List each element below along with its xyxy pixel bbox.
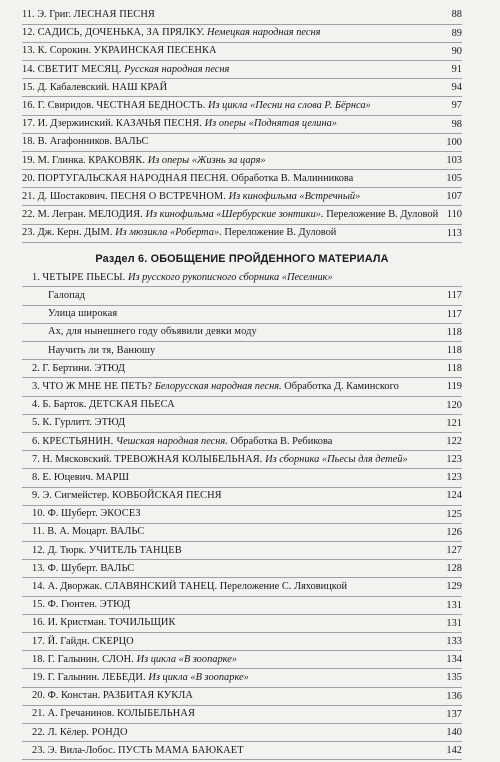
entry-page-number: 113 [446, 227, 462, 239]
entry-page-number: 117 [446, 308, 462, 320]
entry-page-number: 126 [446, 526, 462, 538]
entry-page-number: 122 [446, 435, 462, 447]
entry-title: ПЕСНЯ О ВСТРЕЧНОМ. [110, 190, 226, 202]
toc-entry [22, 671, 462, 688]
entry-number-composer: 21. А. Гречанинов. [32, 708, 115, 720]
toc-entry [22, 453, 462, 470]
entry-page-number: 124 [446, 490, 462, 502]
entry-title: ЛЕБЕДИ. [102, 671, 146, 683]
entry-number-composer: 12. [22, 27, 35, 39]
entry-page-number: 142 [446, 745, 462, 757]
toc-entry [22, 154, 462, 171]
entry-title: СЛАВЯНСКИЙ ТАНЕЦ. [104, 581, 218, 593]
entry-title: МЕЛОДИЯ. [88, 209, 143, 221]
toc-entry [22, 707, 462, 724]
entry-number-composer: 17. Й. Гайдн. [32, 635, 90, 647]
entry-source: Немецкая народная песня [207, 27, 321, 39]
entry-title: Улица широкая [48, 308, 118, 320]
toc-entry [22, 135, 462, 152]
entry-page-number: 107 [446, 191, 462, 203]
entry-number-composer: 18. В. Агафонников. [22, 136, 112, 148]
toc-entry [22, 190, 462, 207]
entry-title: ВАЛЬС [100, 562, 135, 574]
toc-entry [22, 325, 462, 342]
entry-page-number: 119 [446, 381, 462, 393]
entry-page-number: 140 [446, 726, 462, 738]
entry-number-composer: 14. [22, 63, 35, 75]
entry-number-composer: 14. А. Дворжак. [32, 581, 103, 593]
toc-entry [22, 307, 462, 324]
toc-entry [22, 507, 462, 524]
entry-number-composer: 20. [22, 172, 35, 184]
entry-source: Из кинофильма «Шербурские зонтики». [145, 209, 324, 221]
entry-title: МАРШ [95, 471, 130, 483]
toc-entry [22, 744, 462, 761]
entry-number-composer: 12. Д. Тюрк. [32, 544, 87, 556]
entry-source: Из цикла «В зоопарке» [136, 653, 238, 665]
toc-list-bottom [22, 271, 462, 760]
entry-number-composer: 2. Г. Бертини. [32, 362, 92, 374]
entry-title: УЧИТЕЛЬ ТАНЦЕВ [88, 544, 182, 556]
entry-title: СКЕРЦО [92, 635, 134, 647]
entry-number-composer: 22. М. Легран. [22, 209, 86, 221]
toc-entry [22, 63, 462, 80]
entry-page-number: 123 [446, 454, 462, 466]
entry-number-composer: 4. Б. Барток. [32, 399, 87, 411]
entry-arrangement: Переложение В. Дуловой [326, 209, 439, 221]
entry-page-number: 128 [446, 563, 462, 575]
entry-page-number: 129 [446, 581, 462, 593]
toc-entry [22, 689, 462, 706]
section-heading: Раздел 6. ОБОБЩЕНИЕ ПРОЙДЕННОГО МАТЕРИАЛА [95, 252, 389, 265]
toc-entry [22, 26, 462, 43]
entry-number-composer: 16. Г. Свиридов. [22, 99, 94, 111]
entry-page-number: 135 [446, 672, 462, 684]
entry-title: ЭТЮД [94, 417, 126, 429]
entry-page-number: 133 [446, 635, 462, 647]
entry-page-number: 118 [446, 326, 462, 338]
entry-source: Русская народная песня [124, 63, 230, 75]
entry-title: СЛОН. [102, 653, 134, 665]
toc-entry [22, 362, 462, 379]
entry-title: ТРЕВОЖНАЯ КОЛЫБЕЛЬНАЯ. [114, 453, 263, 465]
toc-entry [22, 471, 462, 488]
entry-page-number: 90 [451, 45, 462, 57]
toc-entry [22, 489, 462, 506]
entry-page-number: 118 [446, 363, 462, 375]
entry-source: Из цикла «Песни на слова Р. Бёрнса» [207, 99, 371, 111]
entry-source: Из кинофильма «Встречный» [228, 190, 361, 202]
entry-title: ЧЕТЫРЕ ПЬЕСЫ. [42, 271, 126, 283]
entry-page-number: 100 [446, 136, 462, 148]
entry-title: ЭТЮД [94, 362, 126, 374]
entry-page-number: 136 [446, 690, 462, 702]
entry-title: ПОРТУГАЛЬСКАЯ НАРОДНАЯ ПЕСНЯ. [37, 172, 229, 184]
entry-page-number: 103 [446, 154, 462, 166]
entry-title: ЛЕСНАЯ ПЕСНЯ [73, 9, 155, 20]
toc-entry [22, 226, 462, 243]
entry-number-composer: 23. Дж. Керн. [22, 227, 82, 239]
entry-number-composer: 3. [32, 380, 40, 392]
toc-entry [22, 208, 462, 225]
entry-number-composer: 15. Ф. Гюнтен. [32, 599, 98, 611]
toc-entry [22, 117, 462, 134]
entry-source: Из русского рукописного сборника «Песелник» [127, 271, 333, 283]
entry-title: РАЗБИТАЯ КУКЛА [102, 690, 194, 702]
entry-source: Из мюзикла «Роберта». [115, 227, 222, 239]
entry-page-number: 91 [451, 63, 462, 75]
entry-title: КОВБОЙСКАЯ ПЕСНЯ [111, 490, 222, 502]
entry-source: Белорусская народная песня. [154, 380, 282, 392]
entry-number-composer: 1. [32, 271, 40, 283]
entry-number-composer: 16. И. Кристман. [32, 617, 107, 629]
entry-page-number: 89 [451, 27, 462, 39]
toc-entry [22, 289, 462, 306]
entry-page-number: 121 [446, 417, 462, 429]
entry-number-composer: 22. Л. Кёлер. [32, 726, 89, 738]
entry-page-number: 98 [451, 118, 462, 130]
entry-title: ТОЧИЛЬЩИК [109, 617, 176, 629]
entry-title: СВЕТИТ МЕСЯЦ. [37, 63, 122, 75]
entry-page-number: 97 [451, 100, 462, 112]
entry-page-number: 137 [446, 708, 462, 720]
entry-number-composer: 7. Н. Мясковский. [32, 453, 112, 465]
entry-page-number: 110 [446, 209, 462, 221]
entry-arrangement: Обработка Д. Каминского [284, 380, 399, 392]
entry-title: НАШ КРАЙ [111, 81, 168, 93]
toc-entry [22, 344, 462, 361]
entry-number-composer: 21. Д. Шостакович. [22, 190, 108, 202]
entry-page-number: 131 [446, 617, 462, 629]
entry-number-composer: 17. И. Дзержинский. [22, 118, 114, 130]
toc-entry [22, 525, 462, 542]
toc-entry [22, 99, 462, 116]
entry-title: УКРАИНСКАЯ ПЕСЕНКА [93, 45, 217, 57]
entry-arrangement: Обработка В. Малинникова [231, 172, 354, 184]
entry-title: КРЕСТЬЯНИН. [42, 435, 114, 447]
toc-entry [22, 653, 462, 670]
entry-source: Из оперы «Жизнь за царя» [147, 154, 266, 166]
toc-entry [22, 598, 462, 615]
entry-number-composer: 5. К. Гурлитт. [32, 417, 93, 429]
toc-entry [22, 172, 462, 189]
toc-entry [22, 635, 462, 652]
toc-entry [22, 44, 462, 61]
entry-number-composer: 9. Э. Сигмейстер. [32, 490, 110, 502]
entry-page-number: 131 [446, 599, 462, 611]
entry-number-composer: 13. К. Сорокин. [22, 45, 91, 57]
entry-source: Из сборника «Пьесы для детей» [265, 453, 408, 465]
entry-number-composer: 19. М. Глинка. [22, 154, 86, 166]
toc-entry [22, 580, 462, 597]
entry-title: Ах, для нынешнего году объявили девки моду [48, 326, 257, 338]
entry-number-composer: 19. Г. Галынин. [32, 671, 100, 683]
entry-title: Галопад [48, 290, 85, 302]
entry-title: КАЗАЧЬЯ ПЕСНЯ. [115, 118, 203, 130]
entry-number-composer: 18. Г. Галынин. [32, 653, 100, 665]
entry-page-number: 105 [446, 173, 462, 185]
toc-entry [22, 562, 462, 579]
entry-title: ДЫМ. [84, 227, 113, 239]
entry-page-number: 123 [446, 472, 462, 484]
entry-number-composer: 8. Е. Юцевич. [32, 471, 94, 483]
entry-title: Научить ли тя, Ванюшу [48, 344, 156, 356]
entry-page-number: 134 [446, 654, 462, 666]
entry-number-composer: 6. [32, 435, 40, 447]
entry-page-number: 127 [446, 545, 462, 557]
toc-entry [22, 398, 462, 415]
entry-source: Чешская народная песня. [115, 435, 228, 447]
entry-page-number: 117 [446, 290, 462, 302]
entry-title: ЭКОСЕЗ [100, 508, 141, 520]
entry-number-composer: 20. Ф. Констан. [32, 690, 101, 702]
entry-number-composer: 13. Ф. Шуберт. [32, 562, 98, 574]
entry-title: ЭТЮД [99, 599, 131, 611]
table-of-contents [22, 8, 462, 762]
entry-title: ЧТО Ж МНЕ НЕ ПЕТЬ? [42, 380, 153, 392]
entry-title: ПУСТЬ МАМА БАЮКАЕТ [117, 744, 244, 756]
toc-entry [22, 81, 462, 98]
entry-number-composer: 11. Э. Григ. [22, 9, 72, 20]
entry-arrangement: Обработка В. Ребикова [230, 435, 333, 447]
toc-entry [22, 271, 462, 288]
entry-number-composer: 15. Д. Кабалевский. [22, 81, 110, 93]
entry-source: Из оперы «Поднятая целина» [204, 118, 337, 130]
toc-entry [22, 416, 462, 433]
entry-title: РОНДО [91, 726, 128, 738]
entry-title: КОЛЫБЕЛЬНАЯ [117, 708, 196, 720]
toc-entry [22, 544, 462, 561]
entry-title: ВАЛЬС [110, 526, 145, 538]
entry-source: Из цикла «В зоопарке» [148, 671, 249, 683]
entry-title: ВАЛЬС [114, 136, 149, 148]
entry-number-composer: 23. Э. Вила-Лобос. [32, 744, 116, 756]
entry-number-composer: 10. Ф. Шуберт. [32, 508, 98, 520]
entry-page-number: 125 [446, 508, 462, 520]
entry-title: ЧЕСТНАЯ БЕДНОСТЬ. [96, 99, 206, 111]
entry-page-number: 88 [451, 9, 462, 21]
entry-number-composer: 11. В. А. Моцарт. [32, 526, 108, 538]
toc-entry [22, 616, 462, 633]
entry-arrangement: Переложение В. Дуловой [224, 227, 337, 239]
entry-title: САДИСЬ, ДОЧЕНЬКА, ЗА ПРЯЛКУ. [37, 27, 205, 39]
toc-entry [22, 435, 462, 452]
toc-entry [22, 726, 462, 743]
entry-page-number: 118 [446, 344, 462, 356]
toc-entry [22, 380, 462, 397]
entry-page-number: 94 [451, 82, 462, 94]
toc-list-top [22, 8, 462, 243]
entry-page-number: 120 [446, 399, 462, 411]
entry-title: КРАКОВЯК. [88, 154, 146, 166]
toc-entry [22, 8, 462, 25]
entry-title: ДЕТСКАЯ ПЬЕСА [89, 399, 175, 411]
entry-arrangement: Переложение С. Ляховицкой [219, 581, 348, 593]
